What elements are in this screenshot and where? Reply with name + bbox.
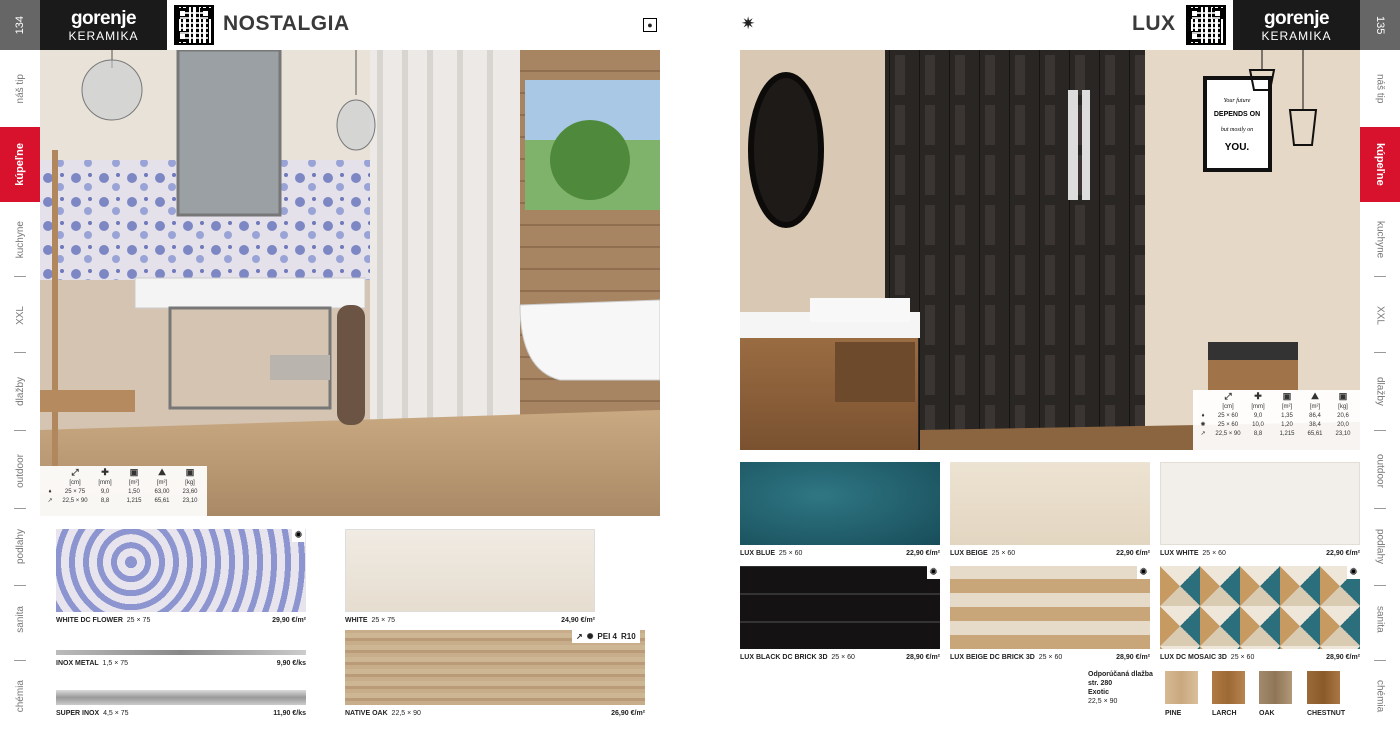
spec-row: ♦ 25 × 75 9,0 1,50 63,00 23,60 bbox=[40, 487, 207, 496]
decor-icon: ✺ bbox=[927, 566, 940, 579]
size-arrow-icon: ⤢ bbox=[1224, 390, 1232, 401]
wood-swatch-oak[interactable] bbox=[1259, 671, 1292, 704]
product-label: NATIVE OAK 22,5 × 90 bbox=[345, 710, 421, 717]
wall-tile-icon: ♦ bbox=[48, 488, 52, 495]
product-price: 28,90 €/m² bbox=[1116, 654, 1150, 661]
tile-lux-blue[interactable] bbox=[740, 462, 940, 545]
nav-divider bbox=[14, 508, 26, 509]
pei-badge: ↗ ✺ PEI 4 R10 bbox=[572, 630, 640, 643]
box-area-icon: ▣ bbox=[1282, 390, 1292, 401]
wood-swatch-larch[interactable] bbox=[1212, 671, 1245, 704]
wood-label-larch: LARCH bbox=[1212, 710, 1237, 717]
nav-item-sanita[interactable]: sanita bbox=[14, 605, 26, 633]
product-price: 29,90 €/m² bbox=[272, 617, 306, 624]
thickness-icon: ✚ bbox=[101, 466, 109, 477]
thickness-icon: ✚ bbox=[1254, 390, 1262, 401]
wood-swatch-pine[interactable] bbox=[1165, 671, 1198, 704]
qr-code[interactable] bbox=[174, 5, 214, 45]
nav-item-xxl[interactable]: XXL bbox=[14, 305, 26, 325]
nav-divider bbox=[14, 660, 26, 661]
tile-lux-black-dc-brick-3d[interactable] bbox=[740, 566, 940, 649]
nav-divider bbox=[1374, 585, 1386, 586]
tile-inox-metal[interactable] bbox=[56, 650, 306, 655]
tile-lux-white[interactable] bbox=[1160, 462, 1360, 545]
collection-title: LUX bbox=[1132, 12, 1176, 35]
nav-item-chemia[interactable]: chémia bbox=[1374, 679, 1386, 713]
tile-lux-beige[interactable] bbox=[950, 462, 1150, 545]
nav-divider bbox=[14, 276, 26, 277]
collection-title: NOSTALGIA bbox=[223, 12, 350, 35]
pallet-icon: ⛰ bbox=[1311, 390, 1319, 401]
wood-swatch-chestnut[interactable] bbox=[1307, 671, 1340, 704]
nav-item-dlazby[interactable]: dlažby bbox=[14, 376, 26, 406]
nav-item-nas-tip[interactable]: náš tip bbox=[14, 74, 26, 104]
wood-label-oak: OAK bbox=[1259, 710, 1275, 717]
star-symbol-icon: ✷ bbox=[741, 14, 756, 33]
tile-spec-table: ⤢ ✚ ▣ ⛰ ▣ [cm] [mm] [m²] [m²] [kg] ♦ 25 × 60 9,0 1,35 86,4 20,6 ✺ 25 × 60 10,0 1,20 38,4 20,0 ↗ 22,5 × 90 8,8 1,215 65,61 23,10 bbox=[1193, 390, 1360, 450]
left-section-nav bbox=[0, 0, 40, 733]
svg-text:DEPENDS ON: DEPENDS ON bbox=[1213, 111, 1261, 118]
page-number-left: 134 bbox=[0, 0, 40, 50]
nav-item-xxl[interactable]: XXL bbox=[1374, 305, 1386, 325]
tile-lux-dc-mosaic-3d[interactable] bbox=[1160, 566, 1360, 649]
product-label: LUX BEIGE 25 × 60 bbox=[950, 550, 1016, 557]
svg-text:but mostly on: but mostly on bbox=[1220, 127, 1254, 133]
spec-row: ✺ 25 × 60 10,0 1,20 38,4 20,0 bbox=[1193, 420, 1360, 429]
product-label: INOX METAL 1,5 × 75 bbox=[56, 660, 129, 667]
qr-code[interactable] bbox=[1186, 5, 1226, 45]
product-price: 26,90 €/m² bbox=[611, 710, 645, 717]
product-price: 22,90 €/m² bbox=[906, 550, 940, 557]
product-price: 11,90 €/ks bbox=[273, 710, 306, 717]
product-price: 28,90 €/m² bbox=[1326, 654, 1360, 661]
recommended-flooring-note: Odporúčaná dlažba str. 280 Exotic 22,5 × 90 bbox=[1088, 671, 1153, 705]
spec-row: ↗ 22,5 × 90 8,8 1,215 65,61 23,10 bbox=[40, 496, 207, 505]
decor-icon: ✺ bbox=[1347, 566, 1360, 579]
size-arrow-icon: ⤢ bbox=[71, 466, 79, 477]
frost-icon: ✺ bbox=[586, 632, 594, 641]
nav-item-outdoor[interactable]: outdoor bbox=[14, 454, 26, 488]
wood-label-pine: PINE bbox=[1165, 710, 1182, 717]
tile-spec-table: ⤢ ✚ ▣ ⛰ ▣ [cm] [mm] [m²] [m²] [kg] ♦ 25 × 75 9,0 1,50 63,00 23,60 ↗ 22,5 × 90 8,8 1,215 65,61 23,10 bbox=[40, 466, 207, 516]
product-label: SUPER INOX 4,5 × 75 bbox=[56, 710, 129, 717]
spec-row: ♦ 25 × 60 9,0 1,35 86,4 20,6 bbox=[1193, 411, 1360, 420]
product-price: 24,90 €/m² bbox=[561, 617, 595, 624]
product-label: LUX WHITE 25 × 60 bbox=[1160, 550, 1226, 557]
floor-tile-icon: ↗ bbox=[1200, 431, 1206, 437]
nav-item-dlazby[interactable]: dlažby bbox=[1374, 376, 1386, 406]
product-price: 22,90 €/m² bbox=[1116, 550, 1150, 557]
product-price: 9,90 €/ks bbox=[276, 660, 306, 667]
tile-super-inox[interactable] bbox=[56, 690, 306, 705]
nostalgia-bathroom-photo bbox=[40, 50, 660, 516]
art-frame bbox=[1205, 78, 1270, 170]
product-label: LUX BEIGE DC BRICK 3D 25 × 60 bbox=[950, 654, 1063, 661]
floor-tile-icon: ↗ bbox=[47, 498, 53, 504]
nav-divider bbox=[1374, 430, 1386, 431]
nav-item-kupelne[interactable]: kúpeľne bbox=[0, 127, 40, 202]
nav-divider bbox=[14, 585, 26, 586]
tile-lux-beige-dc-brick-3d[interactable] bbox=[950, 566, 1150, 649]
nav-item-outdoor[interactable]: outdoor bbox=[1374, 454, 1386, 488]
nav-item-nas-tip[interactable]: náš tip bbox=[1374, 74, 1386, 104]
product-label: LUX DC MOSAIC 3D 25 × 60 bbox=[1160, 654, 1255, 661]
nav-divider bbox=[1374, 508, 1386, 509]
nav-divider bbox=[1374, 352, 1386, 353]
right-section-nav bbox=[1360, 0, 1400, 733]
pallet-icon: ⛰ bbox=[158, 466, 166, 477]
product-label: LUX BLUE 25 × 60 bbox=[740, 550, 803, 557]
svg-text:Your future: Your future bbox=[1223, 98, 1251, 104]
tile-white[interactable] bbox=[345, 529, 595, 612]
floor-symbol-icon: ● bbox=[643, 18, 657, 32]
product-label: WHITE DC FLOWER 25 × 75 bbox=[56, 617, 151, 624]
decor-tile-icon: ✺ bbox=[1200, 422, 1206, 428]
bathroom-scene-image bbox=[40, 50, 660, 516]
decor-icon: ✺ bbox=[292, 529, 305, 542]
nav-divider bbox=[14, 352, 26, 353]
svg-text:YOU.: YOU. bbox=[1224, 142, 1250, 153]
decor-icon: ✺ bbox=[1137, 566, 1150, 579]
nav-divider bbox=[1374, 276, 1386, 277]
wall-tile-icon: ♦ bbox=[1201, 412, 1205, 419]
brand-logo: gorenje KERAMIKA bbox=[1233, 0, 1360, 50]
product-price: 22,90 €/m² bbox=[1326, 550, 1360, 557]
tile-white-dc-flower[interactable] bbox=[56, 529, 306, 612]
nav-item-podlahy[interactable]: podlahy bbox=[14, 529, 26, 565]
nav-item-kuchyne[interactable]: kuchyne bbox=[1374, 221, 1386, 259]
product-price: 28,90 €/m² bbox=[906, 654, 940, 661]
nav-divider bbox=[1374, 660, 1386, 661]
brand-logo: gorenje KERAMIKA bbox=[40, 0, 167, 50]
box-area-icon: ▣ bbox=[129, 466, 139, 477]
nav-item-kuchyne[interactable]: kuchyne bbox=[14, 221, 26, 259]
product-label: WHITE 25 × 75 bbox=[345, 617, 396, 624]
wood-label-chestnut: CHESTNUT bbox=[1307, 710, 1346, 717]
nav-item-podlahy[interactable]: podlahy bbox=[1374, 529, 1386, 565]
weight-icon: ▣ bbox=[185, 466, 195, 477]
weight-icon: ▣ bbox=[1338, 390, 1348, 401]
product-label: LUX BLACK DC BRICK 3D 25 × 60 bbox=[740, 654, 855, 661]
nav-item-chemia[interactable]: chémia bbox=[14, 679, 26, 713]
nav-item-kupelne[interactable]: kúpeľne bbox=[1360, 127, 1400, 202]
nav-divider bbox=[14, 430, 26, 431]
nav-item-sanita[interactable]: sanita bbox=[1374, 605, 1386, 633]
spec-row: ↗ 22,5 × 90 8,8 1,215 65,61 23,10 bbox=[1193, 429, 1360, 438]
floor-use-icon: ↗ bbox=[576, 632, 583, 641]
page-number-right: 135 bbox=[1360, 0, 1400, 50]
